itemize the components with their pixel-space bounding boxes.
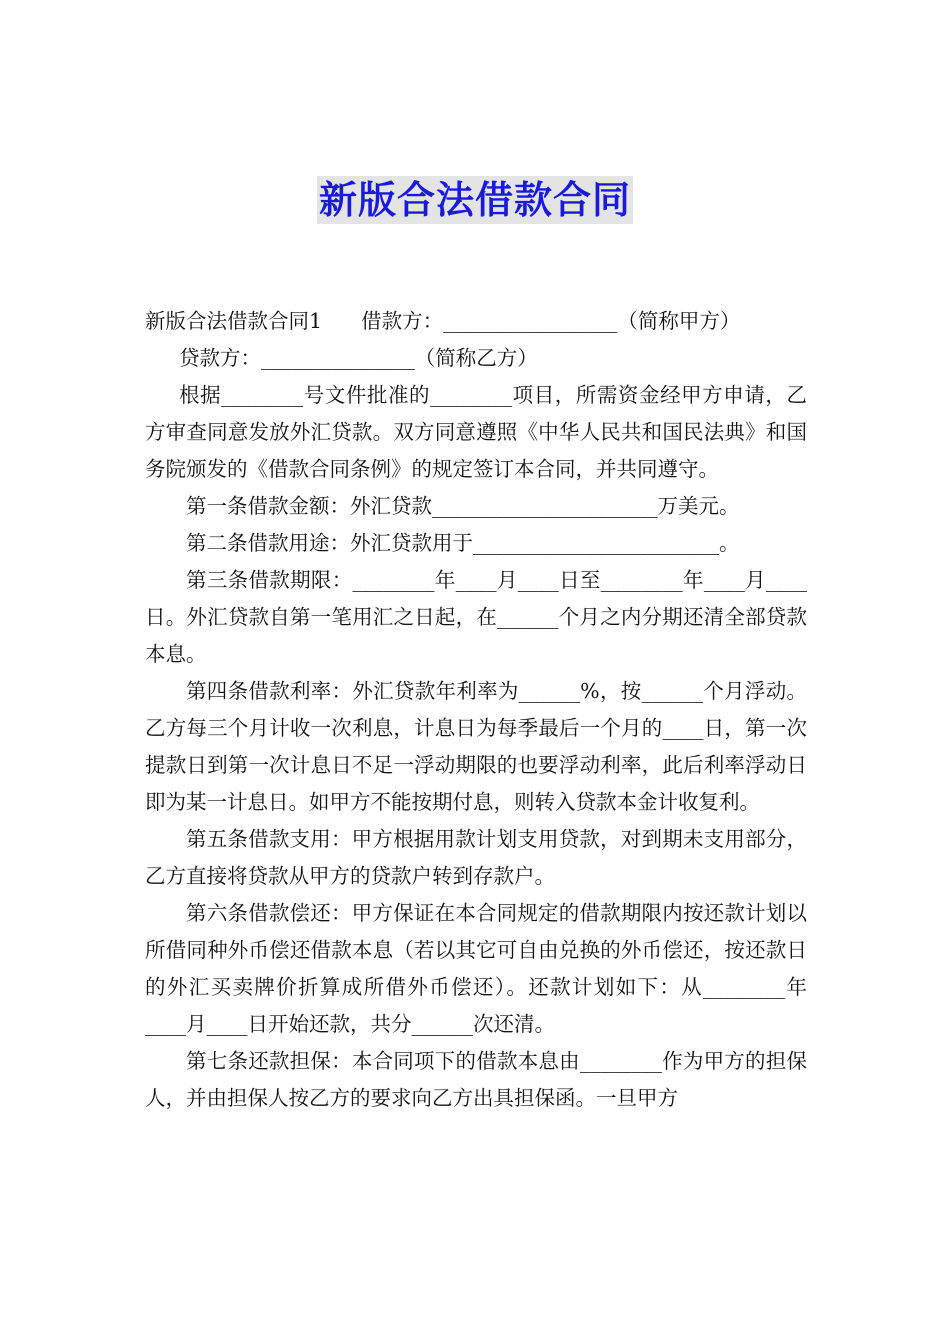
paragraph-article-6: 第六条借款偿还：甲方保证在本合同规定的借款期限内按还款计划以所借同种外币偿还借款本息（若以其它可自由兑换的外币偿还，按还款日的外汇买卖牌价折算成所借外币偿还）。还款计划如下：从________年____月____日开始还款，共分______次还清。 [145,901,807,1036]
paragraph-article-4: 第四条借款利率：外汇贷款年利率为______%，按______个月浮动。乙方每三个月计收一次利息，计息日为每季最后一个月的____日，第一次提款日到第一次计息日不足一浮动期限的也要浮动利率，此后利率浮动日即为某一计息日。如甲方不能按期付息，则转入贷款本金计收复利。 [145,679,807,814]
paragraph-header: 新版合法借款合同1 借款方：_________________（简称甲方） [145,309,741,333]
document-title: 新版合法借款合同 [318,178,631,222]
paragraph-basis: 根据________号文件批准的________项目，所需资金经甲方申请，乙方审查同意发放外汇贷款。双方同意遵照《中华人民共和国民法典》和国务院颁发的《借款合同条例》的规定签订本合同，并共同遵守。 [145,383,807,481]
paragraph-article-7: 第七条还款担保：本合同项下的借款本息由________作为甲方的担保人，并由担保人按乙方的要求向乙方出具担保函。一旦甲方 [145,1049,807,1110]
paragraph-article-2: 第二条借款用途：外汇贷款用于________________________。 [186,531,740,555]
title-wrap [0,176,950,224]
paragraph-article-3: 第三条借款期限：________年____月____日至________年____月____日。外汇贷款自第一笔用汇之日起，在______个月之内分期还清全部贷款本息。 [145,568,807,666]
paragraph-article-5: 第五条借款支用：甲方根据用款计划支用贷款，对到期未支用部分，乙方直接将贷款从甲方的贷款户转到存款户。 [145,827,807,888]
paragraph-lender: 贷款方：_______________（简称乙方） [179,346,538,370]
paragraph-article-1: 第一条借款金额：外汇贷款______________________万美元。 [186,494,740,518]
document-body [145,303,807,1117]
